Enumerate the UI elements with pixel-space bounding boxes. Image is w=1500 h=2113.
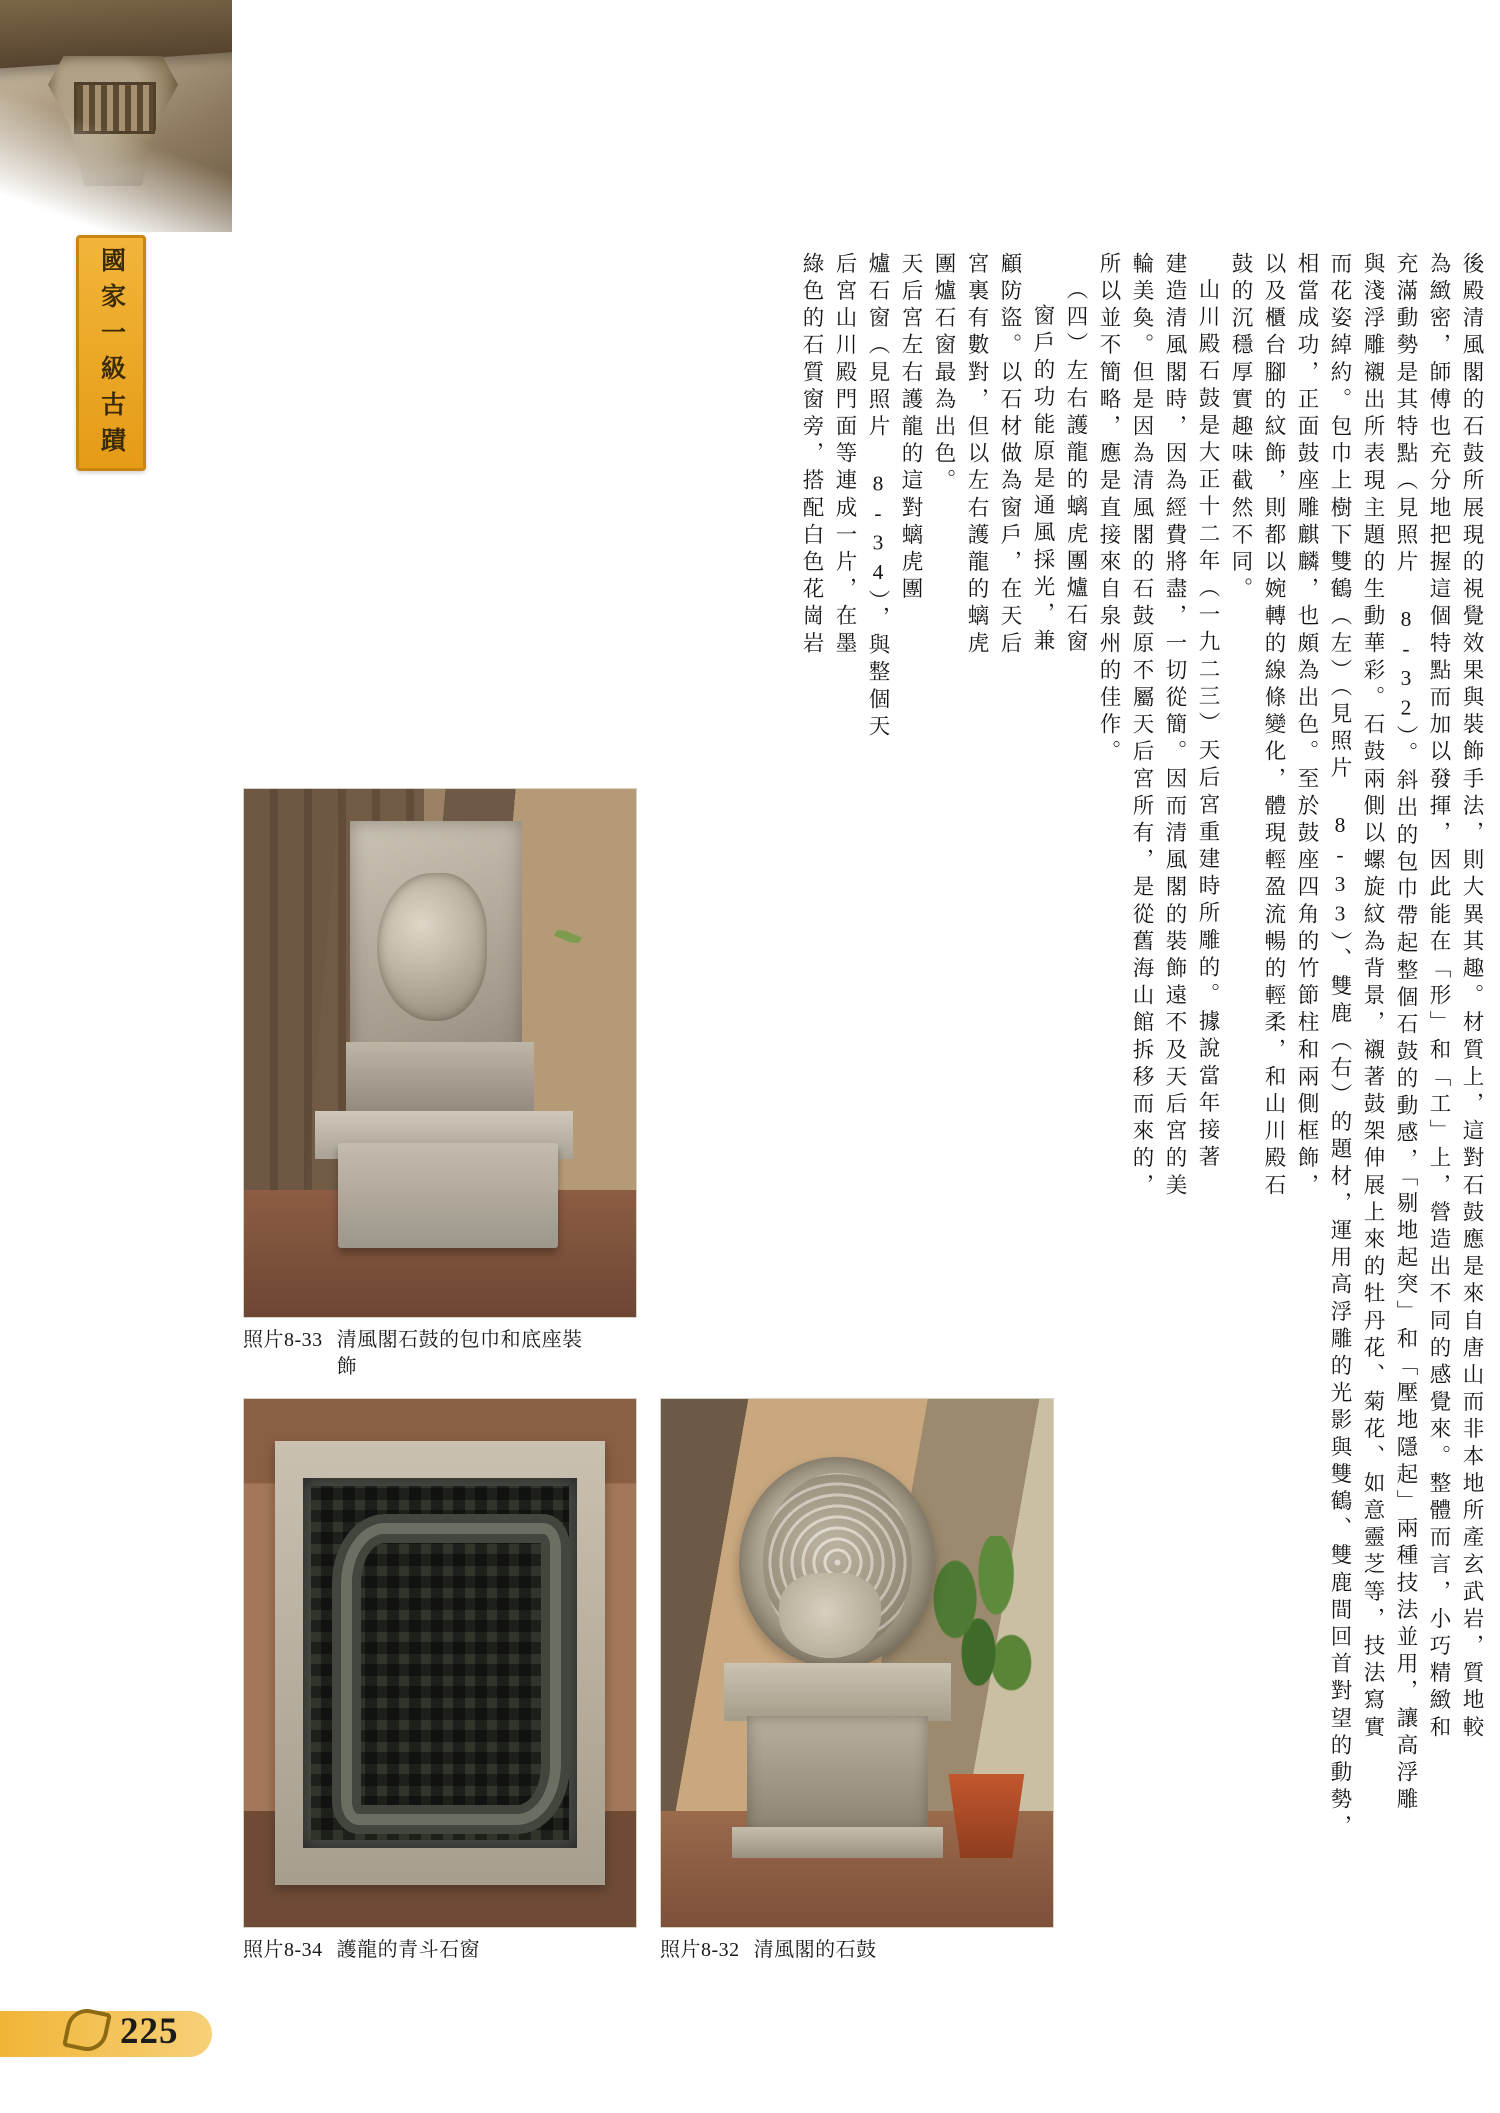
text-column: 山川殿石鼓是大正十二年（一九二三）天后宮重建時所雕的。據說當年接著 bbox=[1196, 278, 1220, 1173]
drum-pedestal bbox=[724, 1663, 951, 1721]
text-column: 相當成功，正面鼓座雕麒麟，也頗為出色。至於鼓座四角的竹節柱和兩側框飾， bbox=[1295, 252, 1319, 1201]
figure-number: 照片8-32 bbox=[660, 1939, 740, 1961]
crane-relief-carving bbox=[377, 873, 487, 1021]
stone-drum-body bbox=[346, 1042, 534, 1116]
text-column: 天后宮左右護龍的這對螭虎團 bbox=[899, 252, 923, 605]
photo-fade-overlay bbox=[0, 0, 232, 232]
figure-caption bbox=[243, 1937, 637, 1964]
text-column: 團爐石窗最為出色。 bbox=[932, 252, 956, 496]
figure-photo-8-32 bbox=[660, 1398, 1054, 1964]
text-column: 顧防盜。以石材做為窗戶，在天后 bbox=[998, 252, 1022, 659]
photo-8-32-image bbox=[660, 1398, 1054, 1928]
figure-caption bbox=[243, 1327, 637, 1381]
figure-photo-8-34 bbox=[243, 1398, 637, 1964]
figure-caption-text: 清風閣的石鼓 bbox=[753, 1939, 877, 1961]
photo-8-34-image bbox=[243, 1398, 637, 1928]
photo-8-33-image bbox=[243, 788, 637, 1318]
corner-architecture-photo bbox=[0, 0, 232, 232]
peony-relief-carving bbox=[779, 1573, 881, 1657]
figure-number: 照片8-34 bbox=[243, 1939, 323, 1961]
text-column: 后宮山川殿門面等連成一片，在墨 bbox=[833, 252, 857, 659]
figure-caption-text: 護龍的青斗石窗 bbox=[336, 1939, 481, 1961]
text-column: 以及櫃台腳的紋飾，則都以婉轉的線條變化，體現輕盈流暢的輕柔，和山川殿石 bbox=[1262, 252, 1286, 1201]
figure-caption bbox=[660, 1937, 1054, 1964]
text-column: 宮裏有數對，但以左右護龍的螭虎 bbox=[965, 252, 989, 659]
figure-number: 照片8-33 bbox=[243, 1329, 323, 1351]
text-column: 與淺浮雕襯出所表現主題的生動華彩。石鼓兩側以螺旋紋為背景，襯著鼓架伸展上來的牡丹花、菊花、如意靈芝等，技法寫實 bbox=[1361, 252, 1385, 1743]
page-bottom-margin bbox=[0, 2099, 1500, 2113]
drum-footing bbox=[732, 1827, 944, 1859]
heritage-seal-label: 國家一級古蹟 bbox=[97, 247, 125, 463]
text-column: 綠色的石質窗旁，搭配白色花崗岩 bbox=[800, 252, 824, 659]
lattice-stone-window-panel bbox=[303, 1478, 577, 1848]
stone-drum-plinth bbox=[338, 1143, 558, 1249]
text-column: 而花姿綽約。包巾上樹下雙鶴（左）（見照片 8-33）、雙鹿（右）的題材，運用高浮雕的光影與雙鶴、雙鹿間回首對望的動勢， bbox=[1328, 252, 1352, 1842]
text-column: 鼓的沉穩厚實趣味截然不同。 bbox=[1229, 252, 1253, 605]
text-column: 建造清風閣時，因為經費將盡，一切從簡。因而清風閣的裝飾遠不及天后宮的美 bbox=[1163, 252, 1187, 1201]
text-column: 輪美奐。但是因為清風閣的石鼓原不屬天后宮所有，是從舊海山館拆移而來的， bbox=[1130, 252, 1154, 1201]
text-column: 為緻密，師傅也充分地把握這個特點而加以發揮，因此能在「形」和「工」上，營造出不同的感覺來。整體而言，小巧精緻和 bbox=[1427, 252, 1451, 1743]
text-column: 所以並不簡略，應是直接來自泉州的佳作。 bbox=[1097, 252, 1121, 767]
text-column: 爐石窗（見照片 8-34），與整個天 bbox=[866, 252, 890, 742]
drum-base-body bbox=[747, 1716, 927, 1832]
figure-caption-text: 清風閣石鼓的包巾和底座裝飾 bbox=[336, 1329, 583, 1378]
text-column: 充滿動勢是其特點（見照片 8-32）。斜出的包巾帶起整個石鼓的動感，「剔地起突」和「壓地隱起」兩種技法並用，讓高浮雕 bbox=[1394, 252, 1418, 1815]
page-number: 225 bbox=[120, 2011, 179, 2052]
figure-photo-8-33 bbox=[243, 788, 637, 1381]
text-column-heading: （四）左右護龍的螭虎團爐石窗 bbox=[1064, 278, 1088, 658]
text-column: 後殿清風閣的石鼓所展現的視覺效果與裝飾手法，則大異其趣。材質上，這對石鼓應是來自唐山而非本地所產玄武岩，質地較 bbox=[1460, 252, 1484, 1743]
heritage-seal-badge bbox=[76, 235, 146, 471]
text-column: 窗戶的功能原是通風採光，兼 bbox=[1031, 304, 1055, 657]
